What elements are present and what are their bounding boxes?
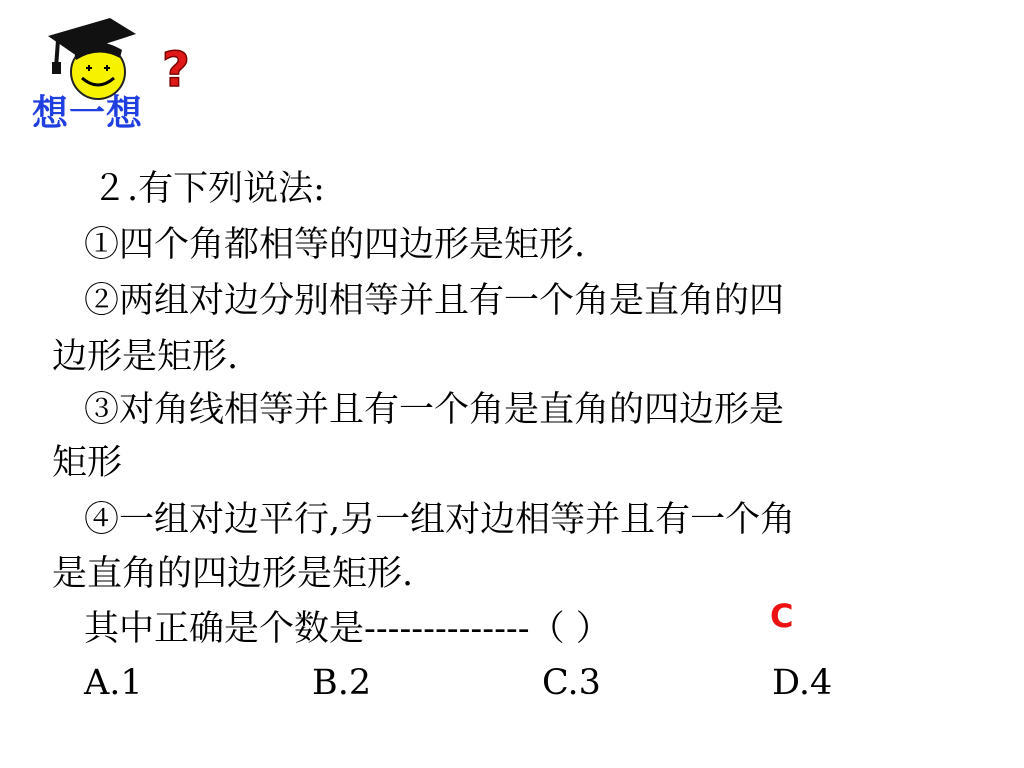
- option-a: A.1: [84, 663, 143, 703]
- answer-options: [0, 663, 1024, 706]
- statement-2-line-1: ②两组对边分别相等并且有一个角是直角的四: [84, 281, 785, 321]
- page-title: 想一想: [32, 93, 144, 134]
- option-d: D.4: [772, 663, 833, 703]
- option-c: C.3: [542, 663, 601, 703]
- problem-intro: ２.有下列说法:: [92, 169, 325, 209]
- question-prompt: 其中正确是个数是--------------（ ）: [84, 609, 611, 649]
- statement-3-line-1: ③对角线相等并且有一个角是直角的四边形是: [84, 390, 785, 430]
- question-mark-icon: [162, 42, 190, 98]
- statement-2-line-2: 边形是矩形.: [52, 337, 239, 377]
- statement-1: ①四个角都相等的四边形是矩形.: [84, 225, 586, 265]
- svg-text:?: ?: [162, 42, 190, 98]
- option-b: B.2: [312, 663, 372, 703]
- statement-4-line-2: 是直角的四边形是矩形.: [52, 554, 414, 594]
- smiley-graduate-icon: [44, 10, 204, 106]
- statement-4-line-1: ④一组对边平行,另一组对边相等并且有一个角: [84, 500, 796, 540]
- answer-mark: C: [770, 597, 794, 635]
- statement-3-line-2: 矩形: [52, 443, 123, 483]
